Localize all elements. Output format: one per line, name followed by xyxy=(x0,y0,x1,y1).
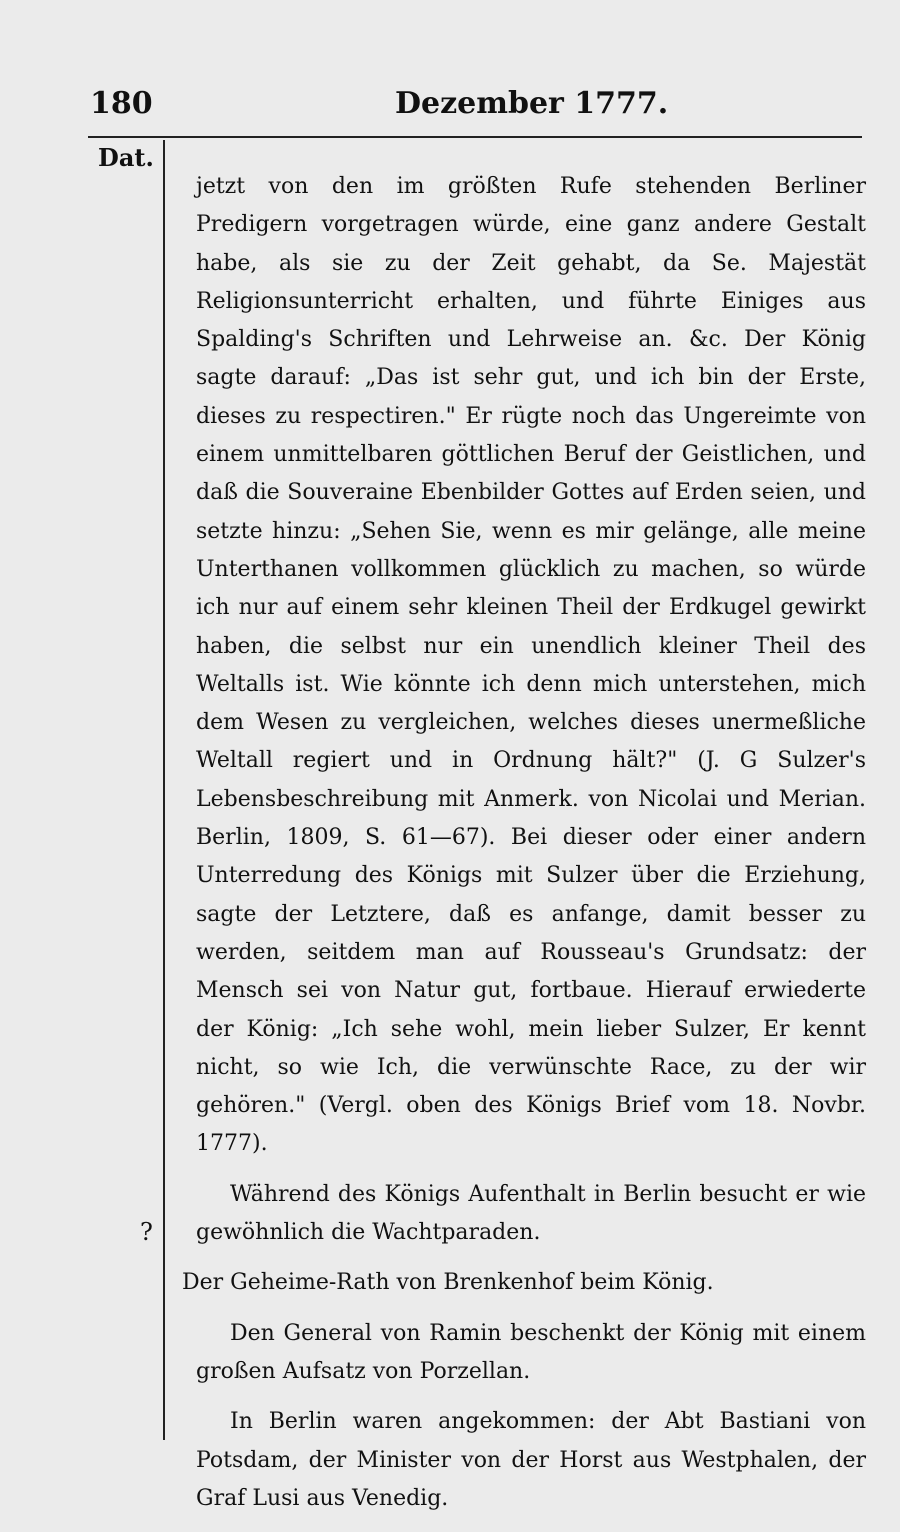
margin-date-label: Dat. xyxy=(98,143,154,172)
paragraph-sulzer-conversation: jetzt von den im größten Rufe stehenden Berliner Predigern vorgetragen würde, eine ganz andere Gestalt habe, als sie zu der Zeit gehabt, da Se. Majestät Religionsunterricht erhalten, und führte Einiges aus Spalding's Schriften und Lehrweise an. &c. Der König sagte darauf: „Das ist sehr gut, und ich bin der Erste, dieses zu respectiren." Er rügte noch das Ungereimte von einem unmittelbaren göttlichen Beruf der Geistlichen, und daß die Souveraine Ebenbilder Gottes auf Erden seien, und setzte hinzu: „Sehen Sie, wenn es mir gelänge, alle meine Unterthanen vollkommen glücklich zu machen, so würde ich nur auf einem sehr kleinen Theil der Erdkugel gewirkt haben, die selbst nur ein unendlich kleiner Theil des Weltalls ist. Wie könnte ich denn mich unterstehen, mich dem Wesen zu vergleichen, welches dieses unermeßliche Weltall regiert und in Ordnung hält?" (J. G Sulzer's Lebensbeschreibung mit Anmerk. von Nicolai und Merian. Berlin, 1809, S. 61—67). Bei dieser oder einer andern Unterredung des Königs mit Sulzer über die Erziehung, sagte der Letztere, daß es anfange, damit besser zu werden, seitdem man auf Rousseau's Grundsatz: der Mensch sei von Natur gut, fortbaue. Hierauf erwiederte der König: „Ich sehe wohl, mein lieber Sulzer, Er kennt nicht, so wie Ich, die verwünschte Race, zu der wir gehören." (Vergl. oben des Königs Brief vom 18. Novbr. 1777). xyxy=(196,174,866,1157)
paragraph-gap xyxy=(196,1303,866,1315)
body-text xyxy=(182,168,866,1518)
paragraph-gap xyxy=(196,1391,866,1403)
margin-rule xyxy=(163,140,165,1440)
page-number: 180 xyxy=(90,86,153,121)
header-rule xyxy=(88,136,862,138)
margin-question-mark: ? xyxy=(140,1218,153,1246)
paragraph-wachtparaden: Während des Königs Aufenthalt in Berlin besucht er wie gewöhnlich die Wachtparaden. xyxy=(196,1181,866,1246)
running-head: Dezember 1777. xyxy=(395,86,669,121)
paragraph-arrivals: In Berlin waren angekommen: der Abt Bastiani von Potsdam, der Minister von der Horst aus Westphalen, der Graf Lusi aus Venedig. xyxy=(196,1409,866,1511)
paragraph-gap xyxy=(196,1164,866,1176)
paragraph-ramin: Den General von Ramin beschenkt der König mit einem großen Aufsatz von Porzellan. xyxy=(196,1320,866,1384)
paragraph-gap xyxy=(196,1252,866,1264)
paragraph-brenkenhof: Der Geheime-Rath von Brenkenhof beim König. xyxy=(182,1270,714,1296)
